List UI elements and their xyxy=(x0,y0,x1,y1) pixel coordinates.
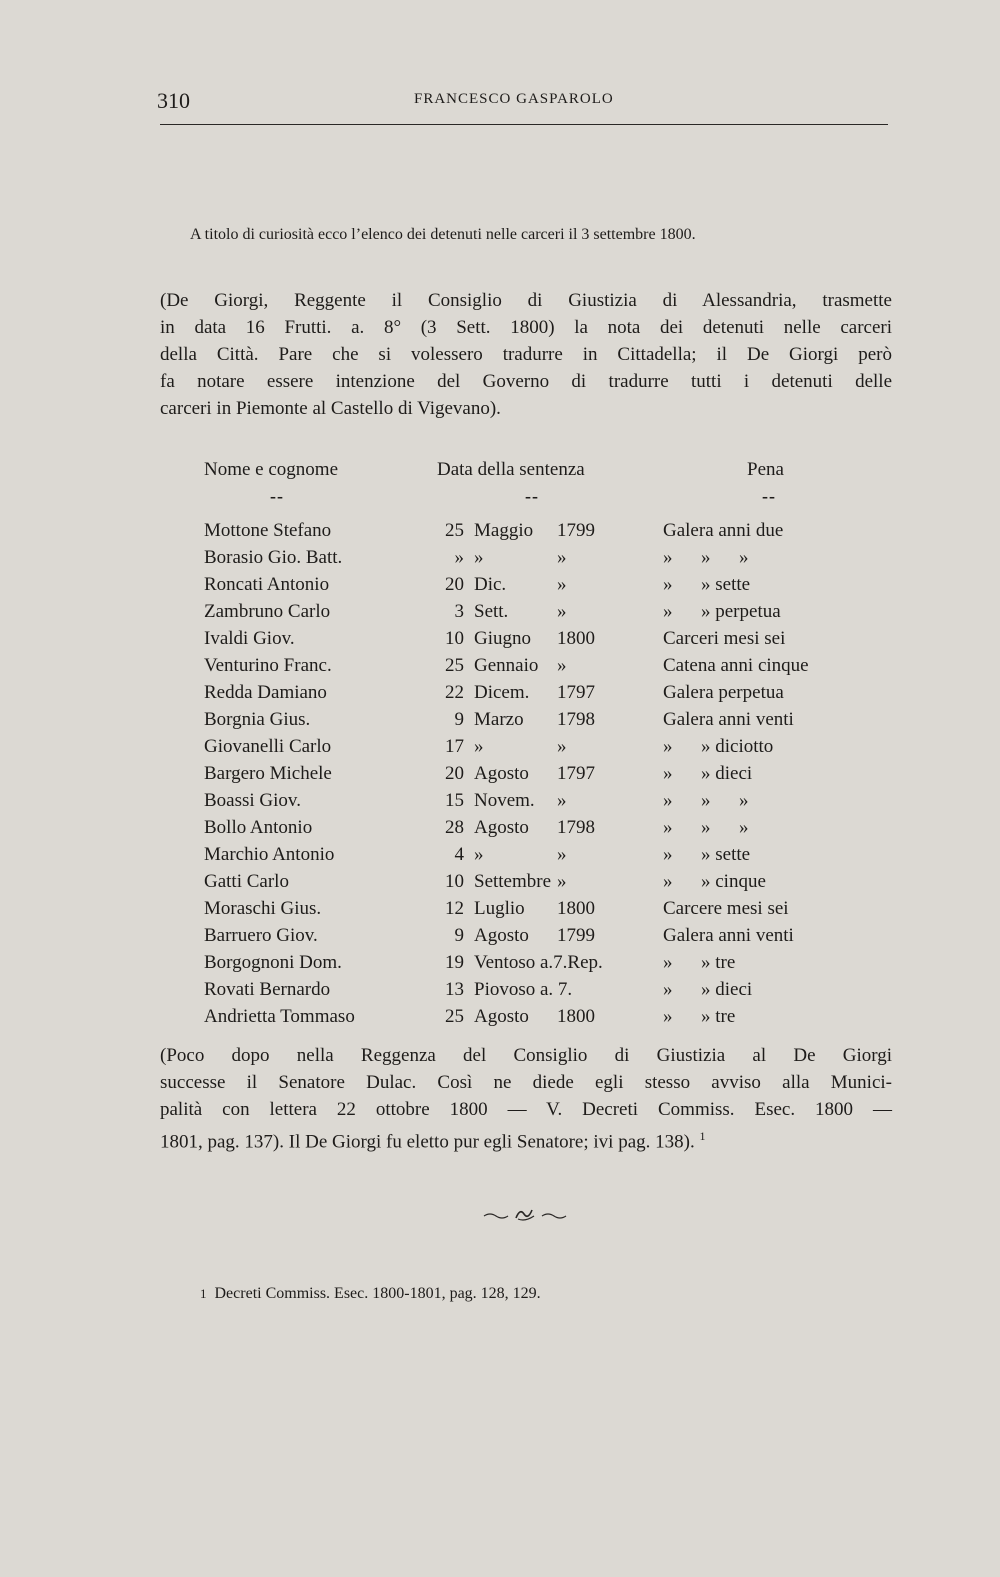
table-row xyxy=(0,709,1000,736)
paragraph-de-giorgi-note xyxy=(160,287,892,422)
sentence-month: Dic. xyxy=(474,574,507,595)
table-row xyxy=(0,682,1000,709)
table-row xyxy=(0,925,1000,952)
sentence-pena: Carceri mesi sei xyxy=(663,628,786,649)
running-title: FRANCESCO GASPAROLO xyxy=(414,91,614,107)
table-row xyxy=(0,655,1000,682)
detainee-name: Bargero Michele xyxy=(204,763,332,784)
sentence-day: » xyxy=(454,547,464,568)
sentence-year: » xyxy=(557,790,567,811)
sentence-month: Dicem. xyxy=(474,682,530,703)
column-dashes: -- xyxy=(270,486,284,506)
sentence-pena: » » cinque xyxy=(663,871,766,892)
sentence-day: 25 xyxy=(445,655,464,676)
sentence-year: » xyxy=(557,655,567,676)
sentence-day: 28 xyxy=(445,817,464,838)
sentence-month: Agosto xyxy=(474,763,529,784)
sentence-year: 1798 xyxy=(557,817,595,838)
footnote-text: Decreti Commiss. Esec. 1800-1801, pag. 128, 129. xyxy=(214,1285,541,1302)
paragraph-line xyxy=(160,1123,892,1155)
detainee-name: Barruero Giov. xyxy=(204,925,318,946)
sentence-pena: Galera anni venti xyxy=(663,709,794,730)
sentence-year: 1800 xyxy=(557,628,595,649)
sentence-day: 9 xyxy=(454,709,464,730)
detainee-name: Moraschi Gius. xyxy=(204,898,322,919)
sentence-year: 1799 xyxy=(557,925,595,946)
paragraph-line: carceri in Piemonte al Castello di Vigevano). xyxy=(160,398,501,419)
sentence-pena: » » » xyxy=(663,817,749,838)
paragraph-line: (Poco dopo nella Reggenza del Consiglio di Giustizia al De Giorgi xyxy=(160,1045,892,1066)
table-row xyxy=(0,952,1000,979)
header-rule xyxy=(160,124,888,125)
detainee-name: Rovati Bernardo xyxy=(204,979,331,1000)
table-row xyxy=(0,871,1000,898)
detainee-name: Mottone Stefano xyxy=(204,520,332,541)
sentence-year: 1798 xyxy=(557,709,595,730)
sentence-month: » xyxy=(474,547,484,568)
page-number: 310 xyxy=(157,88,190,113)
sentence-day: 10 xyxy=(445,871,464,892)
sentence-year: » xyxy=(557,547,567,568)
detainee-name: Borgognoni Dom. xyxy=(204,952,342,973)
table-row xyxy=(0,790,1000,817)
detainee-name: Gatti Carlo xyxy=(204,871,289,892)
paragraph-line-text: 1801, pag. 137). Il De Giorgi fu eletto pur egli Senatore; ivi pag. 138). xyxy=(160,1131,695,1153)
table-row xyxy=(0,1006,1000,1033)
sentence-year: 1797 xyxy=(557,682,595,703)
sentence-pena: » » dieci xyxy=(663,979,753,1000)
sentence-day: 10 xyxy=(445,628,464,649)
intro-sentence: A titolo di curiosità ecco l’elenco dei detenuti nelle carceri il 3 settembre 1800. xyxy=(190,226,696,243)
detainee-name: Boassi Giov. xyxy=(204,790,301,811)
sentence-pena: Galera anni due xyxy=(663,520,784,541)
table-row xyxy=(0,979,1000,1006)
table-row xyxy=(0,628,1000,655)
detainee-name: Borgnia Gius. xyxy=(204,709,311,730)
detainee-name: Roncati Antonio xyxy=(204,574,330,595)
sentence-day: 19 xyxy=(445,952,464,973)
running-head xyxy=(157,88,887,118)
sentence-pena: » » tre xyxy=(663,1006,736,1027)
paragraph-line: fa notare essere intenzione del Governo di tradurre tutti i detenuti delle xyxy=(160,371,892,392)
sentence-year: » xyxy=(557,574,567,595)
sentence-month: Marzo xyxy=(474,709,524,730)
sentence-year: 1799 xyxy=(557,520,595,541)
sentence-year: 1800 xyxy=(557,1006,595,1027)
sentence-year: » xyxy=(557,601,567,622)
sentence-month: » xyxy=(474,844,484,865)
sentence-day: 15 xyxy=(445,790,464,811)
table-row xyxy=(0,817,1000,844)
sentence-month: Agosto xyxy=(474,925,529,946)
detainee-table xyxy=(0,520,1000,1033)
sentence-day: 25 xyxy=(445,520,464,541)
table-row xyxy=(0,520,1000,547)
sentence-pena: Galera perpetua xyxy=(663,682,784,703)
sentence-day: 25 xyxy=(445,1006,464,1027)
paragraph-line: palità con lettera 22 ottobre 1800 — V. Decreti Commiss. Esec. 1800 — xyxy=(160,1099,892,1120)
detainee-name: Redda Damiano xyxy=(204,682,327,703)
sentence-year: » xyxy=(557,844,567,865)
sentence-day: 22 xyxy=(445,682,464,703)
sentence-pena: » » » xyxy=(663,790,749,811)
detainee-name: Zambruno Carlo xyxy=(204,601,331,622)
paragraph-dulac xyxy=(160,1042,892,1155)
sentence-month: Gennaio xyxy=(474,655,539,676)
sentence-day: 17 xyxy=(445,736,464,757)
sentence-pena: » » dieci xyxy=(663,763,753,784)
sentence-month: Giugno xyxy=(474,628,531,649)
sentence-year: » xyxy=(557,871,567,892)
sentence-year: 1800 xyxy=(557,898,595,919)
sentence-day: 9 xyxy=(454,925,464,946)
footnote-mark: 1 xyxy=(200,1286,207,1301)
sentence-month: Agosto xyxy=(474,817,529,838)
sentence-pena: Catena anni cinque xyxy=(663,655,809,676)
detainee-name: Venturino Franc. xyxy=(204,655,332,676)
sentence-month: Novem. xyxy=(474,790,535,811)
column-header-pena: Pena xyxy=(747,459,784,480)
sentence-pena: Galera anni venti xyxy=(663,925,794,946)
sentence-pena: » » » xyxy=(663,547,749,568)
sentence-year: 1797 xyxy=(557,763,595,784)
sentence-day: 20 xyxy=(445,574,464,595)
column-header-name: Nome e cognome xyxy=(204,459,339,480)
sentence-pena: » » sette xyxy=(663,574,751,595)
table-row xyxy=(0,736,1000,763)
table-row xyxy=(0,601,1000,628)
detainee-name: Marchio Antonio xyxy=(204,844,335,865)
sentence-day: 20 xyxy=(445,763,464,784)
sentence-month: Maggio xyxy=(474,520,534,541)
column-header-date: Data della sentenza xyxy=(437,459,585,480)
paragraph-line: della Città. Pare che si volessero tradurre in Cittadella; il De Giorgi però xyxy=(160,344,892,365)
table-row xyxy=(0,844,1000,871)
table-row xyxy=(0,574,1000,601)
footnote-reference: 1 xyxy=(699,1129,706,1143)
table-row xyxy=(0,547,1000,574)
sentence-month: Piovoso a. 7. xyxy=(474,979,573,1000)
sentence-month: » xyxy=(474,736,484,757)
detainee-name: Ivaldi Giov. xyxy=(204,628,295,649)
ornament-divider xyxy=(482,1204,568,1224)
detainee-name: Giovanelli Carlo xyxy=(204,736,332,757)
sentence-month: Agosto xyxy=(474,1006,529,1027)
sentence-pena: » » sette xyxy=(663,844,751,865)
detainee-name: Bollo Antonio xyxy=(204,817,313,838)
footnote xyxy=(200,1285,541,1303)
sentence-month: Luglio xyxy=(474,898,525,919)
sentence-pena: » » tre xyxy=(663,952,736,973)
paragraph-line: (De Giorgi, Reggente il Consiglio di Giustizia di Alessandria, trasmette xyxy=(160,290,892,311)
sentence-pena: » » perpetua xyxy=(663,601,781,622)
sentence-year: » xyxy=(557,736,567,757)
sentence-month: Ventoso a.7.Rep. xyxy=(474,952,603,973)
sentence-pena: Carcere mesi sei xyxy=(663,898,789,919)
sentence-day: 13 xyxy=(445,979,464,1000)
column-dashes: -- xyxy=(525,486,539,506)
paragraph-line: successe il Senatore Dulac. Così ne diede egli stesso avviso alla Munici- xyxy=(160,1072,892,1093)
table-row xyxy=(0,763,1000,790)
sentence-pena: » » diciotto xyxy=(663,736,774,757)
sentence-day: 4 xyxy=(454,844,464,865)
sentence-month: Sett. xyxy=(474,601,509,622)
sentence-month: Settembre xyxy=(474,871,552,892)
sentence-day: 12 xyxy=(445,898,464,919)
paragraph-line: in data 16 Frutti. a. 8° (3 Sett. 1800) la nota dei detenuti nelle carceri xyxy=(160,317,892,338)
column-dashes: -- xyxy=(762,486,776,506)
detainee-name: Andrietta Tommaso xyxy=(204,1006,355,1027)
detainee-name: Borasio Gio. Batt. xyxy=(204,547,343,568)
table-row xyxy=(0,898,1000,925)
sentence-day: 3 xyxy=(454,601,464,622)
